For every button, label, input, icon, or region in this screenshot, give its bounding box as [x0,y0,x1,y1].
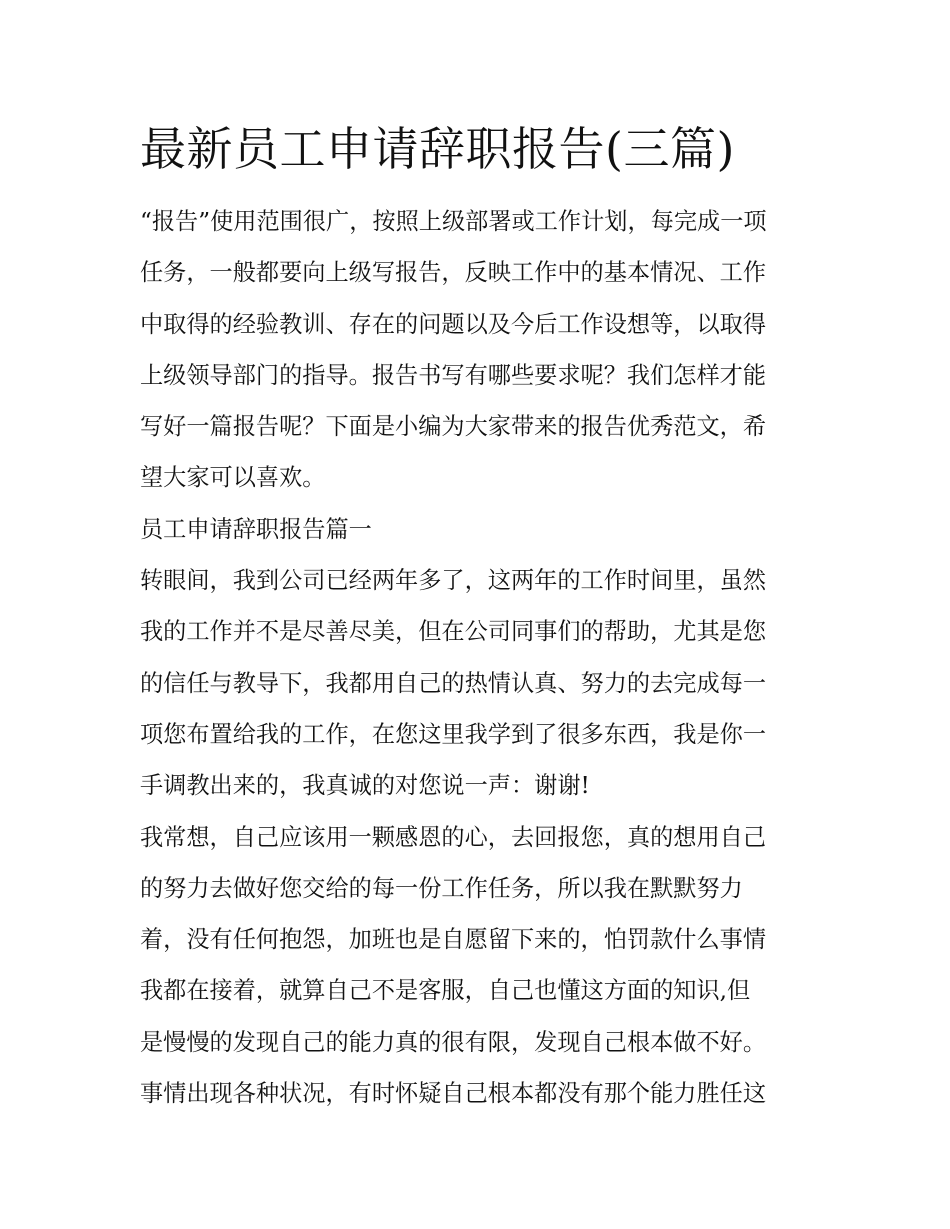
text-line: 是慢慢的发现自己的能力真的很有限，发现自己根本做不好。 [140,1028,767,1056]
text-line: 写好一篇报告呢？下面是小编为大家带来的报告优秀范文，希 [140,413,767,441]
text-line: 任务，一般都要向上级写报告，反映工作中的基本情况、工作 [140,259,767,287]
text-line: 中取得的经验教训、存在的问题以及今后工作设想等，以取得 [140,310,767,338]
document-title: 最新员工申请辞职报告(三篇) [140,122,735,176]
text-line: 我的工作并不是尽善尽美，但在公司同事们的帮助，尤其是您 [140,618,767,646]
text-line: 我都在接着，就算自己不是客服，自己也懂这方面的知识,但 [140,977,751,1005]
text-line: 我常想，自己应该用一颗感恩的心，去回报您，真的想用自己 [140,823,767,851]
document-body [140,112,812,1119]
text-line: “报告”使用范围很广，按照上级部署或工作计划，每完成一项 [140,208,767,235]
text-line: 上级领导部门的指导。报告书写有哪些要求呢？我们怎样才能 [140,361,767,389]
text-line: 转眼间，我到公司已经两年多了，这两年的工作时间里，虽然 [140,567,767,595]
text-line: 的信任与教导下，我都用自己的热情认真、努力的去完成每一 [140,669,767,697]
text-line: 望大家可以喜欢。 [140,464,326,492]
section-heading: 员工申请辞职报告篇一 [140,515,372,543]
text-line: 事情出现各种状况，有时怀疑自己根本都没有那个能力胜任这 [140,1080,767,1108]
text-line: 项您布置给我的工作，在您这里我学到了很多东西，我是你一 [140,720,767,748]
text-line: 的努力去做好您交给的每一份工作任务，所以我在默默努力 [140,874,743,902]
text-line: 着，没有任何抱怨，加班也是自愿留下来的，怕罚款什么事情 [140,926,767,954]
text-line: 手调教出来的，我真诚的对您说一声：谢谢! [140,772,590,800]
